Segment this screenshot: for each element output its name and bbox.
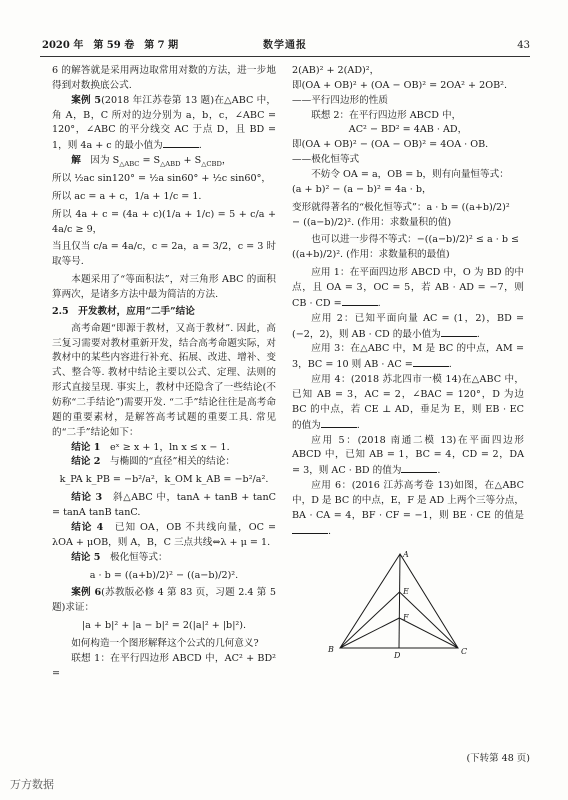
journal-issue: 2020 年 第 59 卷 第 7 期 <box>42 40 179 51</box>
paragraph: 也可以进一步得不等式：−((a−b)/2)² ≤ a · b ≤ <box>311 234 520 246</box>
application-6: 应用 6：(2016 江苏高考卷 13)如图，在△ABC 中，D 是 BC 的中点，E，F 是 AD 上两个三等分点，BA · CA = 4，BF · CF = −1，则 BE · CE 的值是. <box>292 480 524 537</box>
page-number: 43 <box>517 40 530 51</box>
case-6-formula: |a + b|² + |a − b|² = 2(|a|² + |b|²). <box>81 620 247 632</box>
triangle-figure <box>322 548 472 658</box>
note: ——平行四边形的性质 <box>292 94 388 106</box>
case-5: 案例 5(2018 年江苏卷第 13 题)在△ABC 中，角 A，B，C 所对的边分别为 a，b，c，∠ABC = 120°，∠ABC 的平分线交 AC 于点 D，且 BD = 1，则 4a + c 的最小值为 . <box>52 94 277 152</box>
segment-be <box>340 592 400 648</box>
label-d: D <box>394 650 401 658</box>
equation-4: 当且仅当 c/a = 4a/c，c = 2a，a = 3/2，c = 3 时取等号. <box>52 241 276 268</box>
solution-label: 解 <box>71 155 81 167</box>
paragraph: 变形就得著名的“极化恒等式”：a · b = ((a+b)/2)² <box>292 201 510 213</box>
answer-blank <box>321 418 357 428</box>
label-f: F <box>403 612 409 622</box>
conclusion-5: 结论 5 极化恒等式： <box>71 551 168 563</box>
journal-title: 数学通报 <box>263 40 307 51</box>
equation: 2(AB)² + 2(AD)²， <box>292 65 380 76</box>
paragraph: − ((a−b)/2)². (作用：求数量积的值) <box>292 216 452 228</box>
equation: (a + b)² − (a − b)² = 4a · b， <box>292 183 432 195</box>
answer-blank <box>342 296 378 306</box>
equation: 即(OA + OB)² + (OA − OB)² = 2OA² + 2OB². <box>292 79 508 91</box>
median-ad <box>399 554 400 648</box>
right-column <box>292 64 524 664</box>
answer-blank <box>441 327 477 337</box>
section-heading: 2.5 开发教材，应用“二手”结论 <box>52 305 195 317</box>
page-header <box>40 38 530 54</box>
watermark: 万方数据 <box>10 778 54 791</box>
paragraph: 6 的解答就是采用两边取常用对数的方法，进一步地得到对数换底公式. <box>52 65 276 91</box>
case-6: 案例 6(苏教版必修 4 第 83 页，习题 2.4 第 5 题)求证： <box>52 587 277 614</box>
conclusion-1: 结论 1 eˣ ≥ x + 1，ln x ≤ x − 1. <box>71 441 230 453</box>
label-b: B <box>328 644 334 654</box>
equation-3: 所以 4a + c = (4a + c)(1/a + 1/c) = 5 + c/a + 4a/c ≥ 9， <box>52 208 276 235</box>
conclusion-2: 结论 2 与椭圆的“直径”相关的结论： <box>71 456 235 468</box>
application-5: 应用 5：(2018 南通二模 13)在平面四边形 ABCD 中，已知 AB = 1，BC = 4，CD = 2，DA = 3，则 AC · BD 的值为 . <box>292 434 524 477</box>
equation: 即(OA + OB)² − (OA − OB)² = 4OA · OB. <box>292 139 489 151</box>
question: 如何构造一个图形解释这个公式的几何意义? <box>71 637 259 649</box>
paragraph: 不妨令 OA = a，OB = b，则有向量恒等式： <box>311 169 509 181</box>
equation-2: 所以 ac = a + c，1/a + 1/c = 1. <box>52 190 202 202</box>
paragraph: 高考命题“即源于教材，又高于教材”. 因此，高三复习需要对教材重新开发，结合高考命题实际，对教材中的某些内容进行补充、拓展、改进、增补、变式、整合等. 教材中结论主要以公式、定理、法则的形式直接呈现. 事实上，教材中还隐含了一些结论(不妨称“二手结论”)需要开发. “二手”结论往往是高考命题的重要素材，是解答高考试题的重要工具. 常见的“二手”结论如下： <box>52 322 276 438</box>
label-c: C <box>461 646 468 656</box>
conclusion-2-formula: k_PA k_PB = −b²/a²，k_OM k_AB = −b²/a². <box>59 474 269 486</box>
conclusion-4: 结论 4 已知 OA，OB 不共线向量，OC = λOA + μOB，则 A，B，C 三点共线⇔λ + μ = 1. <box>52 521 277 548</box>
paragraph: ((a+b)/2)². (作用：求数量积的最值) <box>292 249 450 261</box>
solution-line: 解 因为 $S_{\triangle ABC} = S_{\triangle ABD} + S_{\triangle CBD}$， <box>71 155 232 169</box>
equation-1: 所以 ½ac sin120° = ½a sin60° + ½c sin60°， <box>52 173 271 185</box>
association-2: 联想 2：在平行四边形 ABCD 中， <box>311 109 462 121</box>
answer-blank <box>401 463 437 473</box>
header-rule <box>40 56 530 57</box>
case-label: 案例 5 <box>71 94 102 106</box>
application-2: 应用 2：已知平面向量 AC = (1，2)，BD = (−2，2)，则 AB · CD 的最小值为 . <box>292 312 524 340</box>
answer-blank <box>292 524 328 534</box>
equation: AC² − BD² = 4AB · AD， <box>348 124 468 136</box>
label-a: A <box>403 549 409 559</box>
left-column <box>52 64 276 682</box>
application-1: 应用 1：在平面四边形 ABCD 中，O 为 BD 的中点，且 OA = 3，OC = 5，若 AB · AD = −7，则 CB · CD = . <box>292 267 524 309</box>
paragraph: 本题采用了“等面积法”，对三角形 ABC 的面积算两次，是诸多方法中最为简洁的方法. <box>52 274 276 301</box>
note: ——极化恒等式 <box>292 154 360 166</box>
continued-note: (下转第 48 页) <box>466 753 530 764</box>
application-4: 应用 4：(2018 苏北四市一模 14)在△ABC 中，已知 AB = 3，AC = 2，∠BAC = 120°，D 为边 BC 的中点，若 CE ⊥ AD，垂足为 E，则 EB · EC 的值为 . <box>292 374 524 431</box>
label-e: E <box>403 586 409 596</box>
polarization-identity: a · b = ((a+b)/2)² − ((a−b)/2)². <box>89 569 239 581</box>
segment-bf <box>340 618 399 648</box>
answer-blank <box>163 138 199 148</box>
conclusion-3: 结论 3 斜△ABC 中，tanA + tanB + tanC = tanA tanB tanC. <box>52 492 277 519</box>
answer-blank <box>413 357 449 367</box>
association-1: 联想 1：在平行四边形 ABCD 中，AC² + BD² = <box>52 652 276 679</box>
application-3: 应用 3：在△ABC 中，M 是 BC 的中点，AM = 3，BC = 10 则 AB · AC = . <box>292 343 524 371</box>
